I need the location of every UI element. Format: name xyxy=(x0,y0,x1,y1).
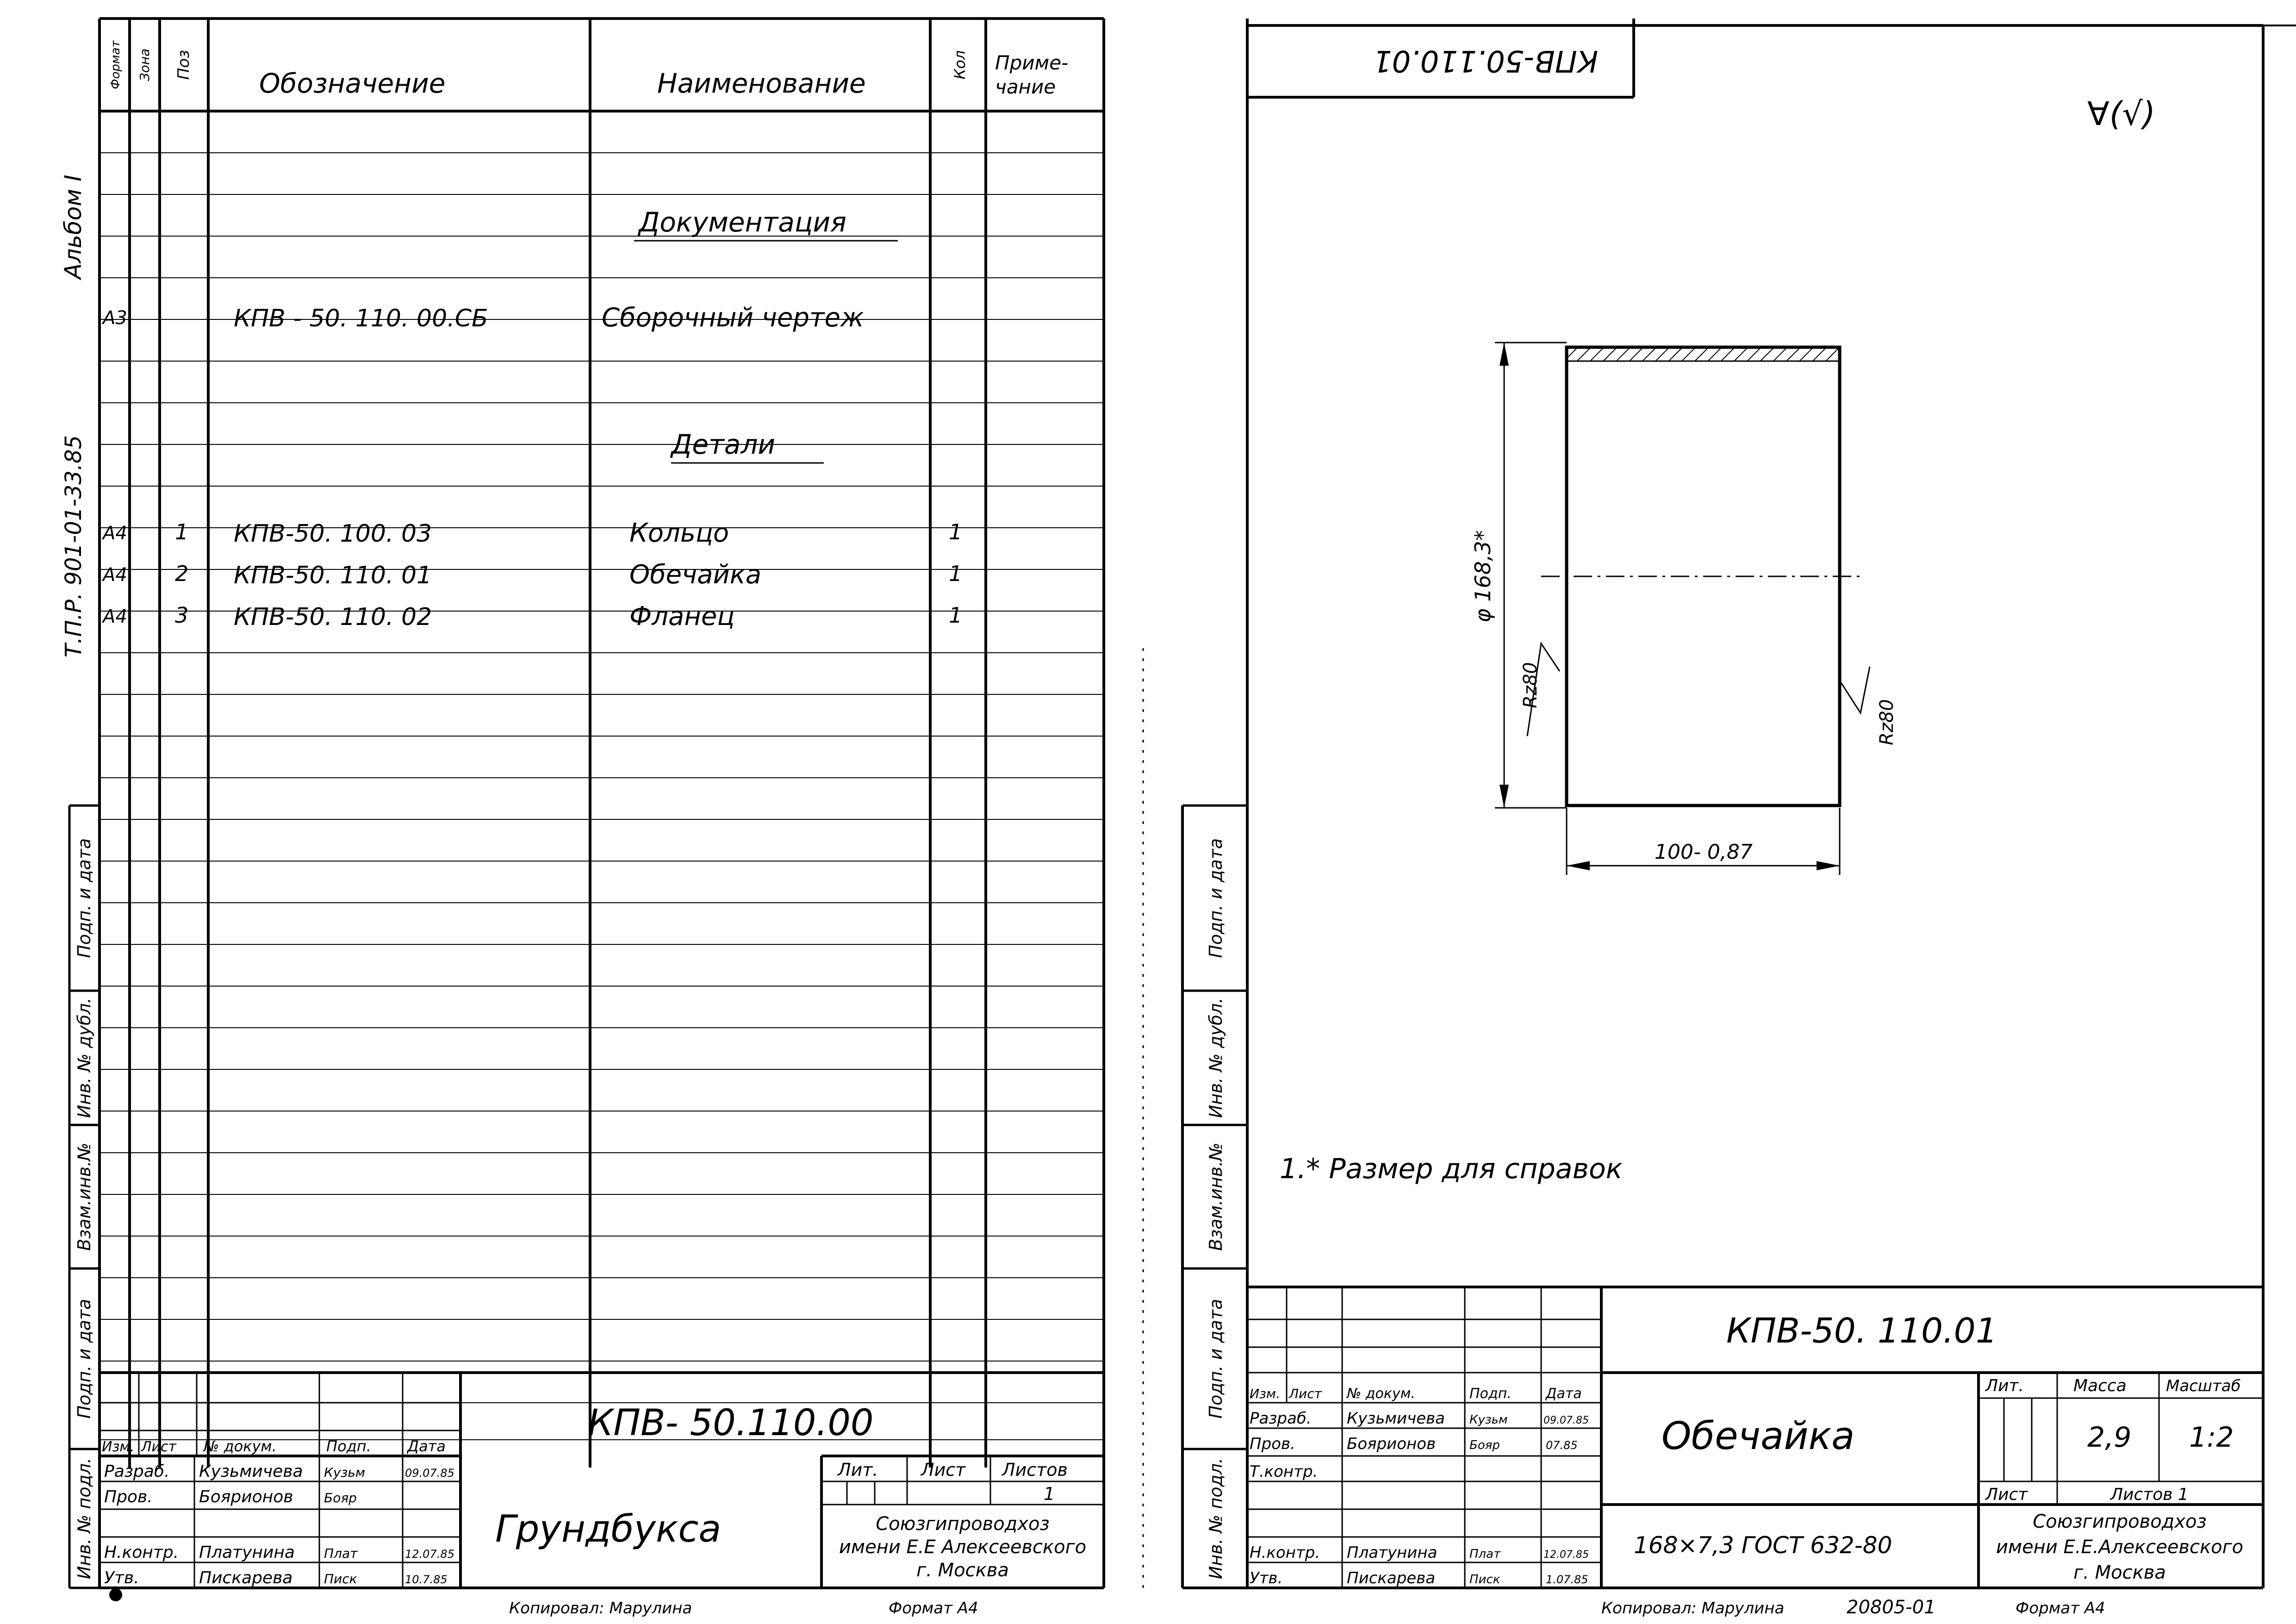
row-designation: КПВ-50. 100. 03 xyxy=(234,520,432,548)
diameter-dimension: φ 168,3* xyxy=(1470,530,1495,623)
tb-col-date: Дата xyxy=(407,1437,446,1455)
role-date: 1.07.85 xyxy=(1546,1573,1588,1586)
role-person: Кузьмичева xyxy=(199,1462,303,1481)
album-label: Альбом I xyxy=(60,175,87,279)
mass-label: Масса xyxy=(2073,1376,2127,1395)
row-name: Сборочный чертеж xyxy=(602,303,864,333)
section-details: Детали xyxy=(671,429,776,460)
role-label: Пров. xyxy=(1250,1435,1295,1453)
role-date: 07.85 xyxy=(1546,1439,1578,1452)
row-name: Обечайка xyxy=(629,560,762,590)
role-date: 10.7.85 xyxy=(405,1573,448,1586)
role-person: Платунина xyxy=(199,1543,295,1562)
tb-col-list: Лист xyxy=(1289,1386,1322,1401)
row-name: Кольцо xyxy=(629,518,729,548)
role-label: Пров. xyxy=(104,1487,153,1506)
org-line: имени Е.Е Алексеевского xyxy=(839,1537,1087,1558)
lit-label: Лит. xyxy=(1985,1376,2024,1395)
role-date: 09.07.85 xyxy=(405,1467,454,1480)
org-line: Союзгипроводхоз xyxy=(2033,1511,2207,1532)
length-dimension: 100- 0,87 xyxy=(1655,840,1753,864)
role-date: 09.07.85 xyxy=(1543,1415,1589,1426)
header-format: Формат xyxy=(109,40,123,89)
role-signature: Плат xyxy=(1469,1547,1501,1561)
tb-col-docnum: № докум. xyxy=(1347,1386,1415,1402)
margin-sign-date-bottom: Подп. и дата xyxy=(1206,1299,1226,1419)
header-zone: Зона xyxy=(137,48,152,81)
margin-vzam-inv: Взам.инв.№ xyxy=(74,1143,94,1251)
doc-title: Грундбукса xyxy=(495,1507,722,1550)
role-signature: Писк xyxy=(324,1571,357,1587)
sheet-label: Лист xyxy=(1985,1485,2028,1504)
row-pos: 3 xyxy=(175,603,189,628)
role-person: Пискарева xyxy=(199,1568,293,1587)
tb-col-docnum: № докум. xyxy=(204,1437,277,1455)
upside-down-doc-number: КПВ-50.110.01 xyxy=(1373,44,1599,78)
row-designation: КПВ-50. 110. 01 xyxy=(234,562,432,589)
role-label: Т.контр. xyxy=(1250,1462,1318,1481)
doc-number: КПВ- 50.110.00 xyxy=(588,1402,874,1444)
tb-col-izm: Изм. xyxy=(102,1439,135,1455)
margin-inv-orig: Инв. № подл. xyxy=(1206,1457,1226,1580)
roughness-right: Rz80 xyxy=(1876,699,1898,745)
header-pos: Поз xyxy=(174,50,193,80)
role-label: Н.контр. xyxy=(1250,1543,1320,1562)
header-designation: Обозначение xyxy=(259,68,446,99)
role-person: Платунина xyxy=(1347,1543,1437,1562)
roughness-symbol: ∀(√) xyxy=(2087,95,2156,133)
org-line: г. Москва xyxy=(2073,1562,2166,1583)
row-name: Фланец xyxy=(629,601,735,631)
margin-sign-date-top: Подп. и дата xyxy=(1206,838,1226,958)
margin-sign-date-bottom: Подп. и дата xyxy=(74,1299,94,1419)
header-note-line1: Приме- xyxy=(995,51,1069,74)
role-date: 12.07.85 xyxy=(1543,1549,1589,1561)
row-format: А4 xyxy=(103,523,127,544)
row-pos: 1 xyxy=(175,519,189,544)
header-qty: Кол xyxy=(951,50,969,80)
doc-number: КПВ-50. 110.01 xyxy=(1726,1311,1997,1351)
lit-label: Лит. xyxy=(838,1460,878,1480)
tb-col-sign: Подп. xyxy=(1469,1386,1512,1402)
role-date: 12.07.85 xyxy=(405,1548,454,1561)
scale-value: 1:2 xyxy=(2189,1421,2234,1454)
sheets-value: 1 xyxy=(1044,1484,1055,1504)
ink-dot xyxy=(109,1588,122,1601)
section-documentation: Документация xyxy=(639,206,846,238)
sheets-label: Листов xyxy=(1002,1460,1068,1480)
scale-label: Масштаб xyxy=(2166,1377,2241,1395)
tb-col-izm: Изм. xyxy=(1250,1386,1280,1401)
footer-format: Формат А4 xyxy=(2016,1599,2105,1618)
tpr-label: Т.П.Р. 901-01-33.85 xyxy=(61,435,87,658)
margin-vzam-inv: Взам.инв.№ xyxy=(1206,1143,1226,1251)
footer-code: 20805-01 xyxy=(1847,1597,1936,1618)
roughness-left: Rz80 xyxy=(1520,662,1541,708)
margin-inv-dup: Инв. № дубл. xyxy=(1206,998,1226,1118)
margin-sign-date-top: Подп. и дата xyxy=(74,838,94,958)
role-label: Разраб. xyxy=(1250,1409,1312,1428)
role-signature: Бояр xyxy=(1469,1438,1500,1452)
role-person: Боярионов xyxy=(1347,1435,1436,1453)
header-name: Наименование xyxy=(657,68,866,99)
sheet-label: Лист xyxy=(921,1460,966,1480)
role-signature: Бояр xyxy=(324,1490,357,1505)
org-line: Союзгипроводхоз xyxy=(876,1513,1050,1535)
role-signature: Писк xyxy=(1469,1573,1500,1587)
role-person: Боярионов xyxy=(199,1487,293,1506)
row-format: А4 xyxy=(103,564,127,586)
reference-note: 1.* Размер для справок xyxy=(1280,1153,1623,1185)
row-format: А3 xyxy=(103,307,127,329)
row-qty: 1 xyxy=(949,519,963,544)
row-qty: 1 xyxy=(949,561,963,586)
role-signature: Плат xyxy=(324,1546,358,1561)
role-label: Утв. xyxy=(104,1568,139,1587)
doc-title: Обечайка xyxy=(1661,1414,1855,1458)
mass-value: 2,9 xyxy=(2087,1421,2132,1454)
header-note-line2: чание xyxy=(995,75,1056,98)
margin-inv-dup: Инв. № дубл. xyxy=(74,998,94,1118)
tb-col-sign: Подп. xyxy=(326,1437,371,1455)
tb-col-date: Дата xyxy=(1546,1386,1582,1402)
row-pos: 2 xyxy=(175,561,189,586)
margin-inv-orig: Инв. № подл. xyxy=(74,1457,94,1580)
sheets-label: Листов 1 xyxy=(2110,1485,2189,1504)
row-format: А4 xyxy=(103,606,127,627)
org-line: г. Москва xyxy=(916,1560,1009,1581)
role-label: Разраб. xyxy=(104,1462,170,1481)
role-person: Пискарева xyxy=(1347,1569,1436,1587)
row-designation: КПВ - 50. 110. 00.СБ xyxy=(234,305,488,332)
org-line: имени Е.Е.Алексеевского xyxy=(1996,1537,2244,1558)
role-signature: Кузьм xyxy=(324,1465,365,1480)
role-signature: Кузьм xyxy=(1469,1413,1508,1427)
row-qty: 1 xyxy=(949,603,963,628)
role-label: Н.контр. xyxy=(104,1543,179,1562)
footer-format: Формат А4 xyxy=(889,1599,978,1618)
row-designation: КПВ-50. 110. 02 xyxy=(234,603,432,631)
material-spec: 168×7,3 ГОСТ 632-80 xyxy=(1634,1532,1892,1559)
tb-col-list: Лист xyxy=(141,1439,177,1455)
footer-copied: Копировал: Марулина xyxy=(1601,1599,1785,1618)
footer-copied: Копировал: Марулина xyxy=(509,1599,692,1618)
role-person: Кузьмичева xyxy=(1347,1409,1445,1428)
role-label: Утв. xyxy=(1250,1569,1283,1587)
